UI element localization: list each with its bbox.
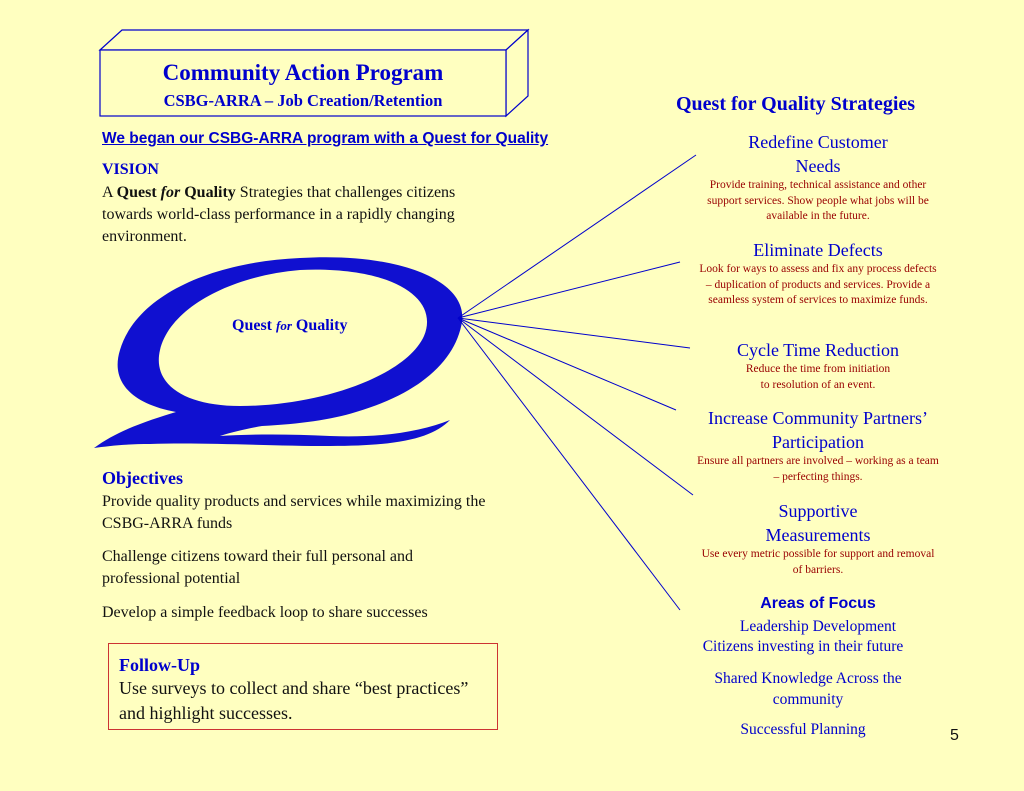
strategy-description: Use every metric possible for support and removal of barriers. — [701, 548, 935, 576]
vision-quality: Quality — [184, 184, 236, 201]
big-q-icon — [94, 257, 462, 448]
strategy-title: Eliminate Defects — [753, 240, 883, 260]
followup-heading: Follow-Up — [119, 655, 200, 675]
page-title: Community Action Program — [162, 60, 444, 85]
vision-quest: Quest — [116, 184, 157, 201]
strategy-item — [696, 130, 940, 225]
vision-for: for — [160, 184, 181, 201]
objective-item: Challenge citizens toward their full personal and professional potential — [102, 548, 414, 587]
strategy-title: Cycle Time Reduction — [737, 340, 899, 360]
vision-heading: VISION — [102, 161, 159, 178]
focus-item: Leadership Development — [739, 618, 897, 635]
strategy-item — [684, 406, 952, 485]
followup-box — [108, 643, 498, 730]
vision-text: Strategies that challenges citizens towards world-class performance in a rapidly changing environment. — [102, 184, 456, 245]
strategy-item — [700, 499, 936, 578]
q-logo-quest: Quest — [232, 317, 272, 334]
strategy-description: Ensure all partners are involved – working as a team – perfecting things. — [697, 455, 939, 483]
q-logo-label — [232, 317, 347, 335]
strategy-description: Look for ways to assess and fix any process defects – duplication of products and services. Provide a seamless system of services to maximize funds. — [699, 263, 937, 306]
vision-a: A — [102, 184, 113, 201]
page-subtitle: CSBG-ARRA – Job Creation/Retention — [163, 91, 443, 110]
strategy-title: Increase Community Partners’ Participation — [708, 408, 928, 452]
followup-body: Use surveys to collect and share “best practices” and highlight successes. — [119, 678, 469, 723]
intro-statement: We began our CSBG-ARRA program with a Quest for Quality — [102, 130, 549, 147]
q-logo-for: for — [276, 318, 292, 333]
focus-item: Successful Planning — [740, 721, 866, 738]
connector-lines — [458, 155, 696, 610]
focus-item: Shared Knowledge Across the community — [714, 670, 902, 708]
strategy-title: Supportive Measurements — [765, 501, 871, 545]
focus-item: Citizens investing in their future — [702, 638, 904, 655]
strategy-item — [696, 238, 940, 309]
strategy-item — [720, 338, 916, 393]
vision-body — [102, 182, 462, 248]
objective-item: Develop a simple feedback loop to share successes — [102, 604, 428, 621]
q-logo-quality: Quality — [295, 317, 348, 334]
areas-of-focus-heading: Areas of Focus — [760, 595, 876, 612]
strategy-description: Provide training, technical assistance and other support services. Show people what jobs will be available in the future. — [707, 179, 929, 222]
strategy-description: Reduce the time from initiation to resolution of an event. — [745, 363, 891, 391]
objective-item: Provide quality products and services while maximizing the CSBG-ARRA funds — [102, 493, 486, 532]
strategies-heading: Quest for Quality Strategies — [676, 93, 916, 115]
objectives-heading: Objectives — [102, 468, 183, 488]
page-number: 5 — [950, 727, 959, 744]
strategy-title: Redefine Customer Needs — [748, 132, 888, 176]
